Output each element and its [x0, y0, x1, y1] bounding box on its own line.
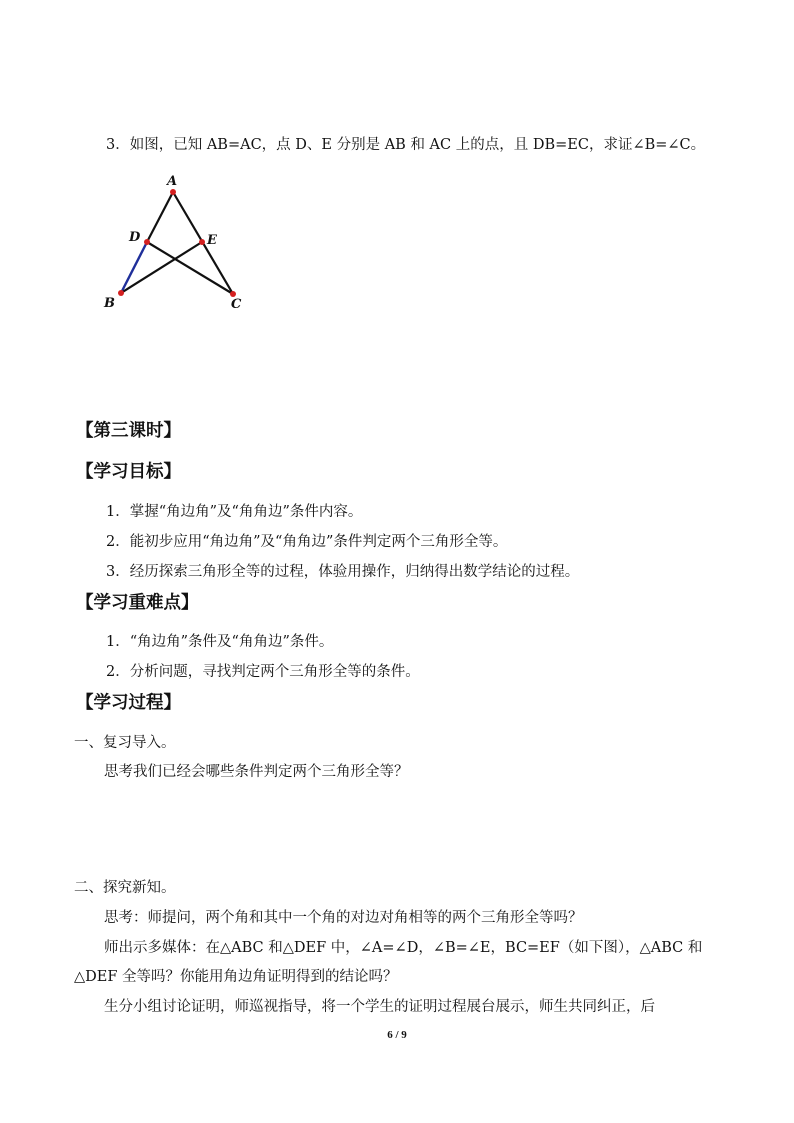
explore-title: 二、探究新知。: [74, 880, 176, 896]
goal-item: 3．经历探索三角形全等的过程，体验用操作，归纳得出数学结论的过程。: [106, 564, 580, 580]
review-text: 思考我们已经会哪些条件判定两个三角形全等？: [104, 764, 409, 780]
explore-line: 思考：师提问，两个角和其中一个角的对边对角相等的两个三角形全等吗？: [104, 910, 583, 926]
label-B: B: [104, 296, 115, 311]
section-process-heading: 【学习过程】: [76, 693, 181, 713]
point-D: [144, 239, 150, 245]
keypoint-item: 1．“角边角”条件及“角角边”条件。: [106, 634, 334, 650]
problem-3-text: 3．如图，已知 AB=AC，点 D、E 分别是 AB 和 AC 上的点，且 DB=EC，求证∠B=∠C。: [106, 137, 706, 153]
keypoint-item: 2．分析问题，寻找判定两个三角形全等的条件。: [106, 664, 420, 680]
point-E: [199, 239, 205, 245]
label-E: E: [207, 233, 217, 248]
section-keypoints-heading: 【学习重难点】: [76, 593, 199, 613]
section-goals-heading: 【学习目标】: [76, 462, 181, 482]
goal-item: 2．能初步应用“角边角”及“角角边”条件判定两个三角形全等。: [106, 534, 508, 550]
triangle-diagram: [96, 168, 256, 318]
segment-AB: [147, 192, 173, 242]
triangle-figure: [96, 168, 256, 318]
point-A: [170, 189, 176, 195]
label-A: A: [167, 174, 178, 189]
page-number: 6 / 9: [387, 1029, 407, 1041]
label-D: D: [129, 230, 141, 245]
review-title: 一、复习导入。: [74, 735, 176, 751]
explore-line: 生分小组讨论证明，师巡视指导，将一个学生的证明过程展台展示，师生共同纠正，后: [104, 999, 655, 1015]
point-B: [118, 290, 124, 296]
section-lesson3-heading: 【第三课时】: [76, 421, 181, 441]
explore-line: △DEF 全等吗？你能用角边角证明得到的结论吗？: [74, 969, 398, 985]
label-C: C: [231, 297, 242, 312]
explore-line: 师出示多媒体：在△ABC 和△DEF 中，∠A=∠D，∠B=∠E，BC=EF（如下图），△ABC 和: [104, 940, 703, 956]
goal-item: 1．掌握“角边角”及“角角边”条件内容。: [106, 504, 363, 520]
